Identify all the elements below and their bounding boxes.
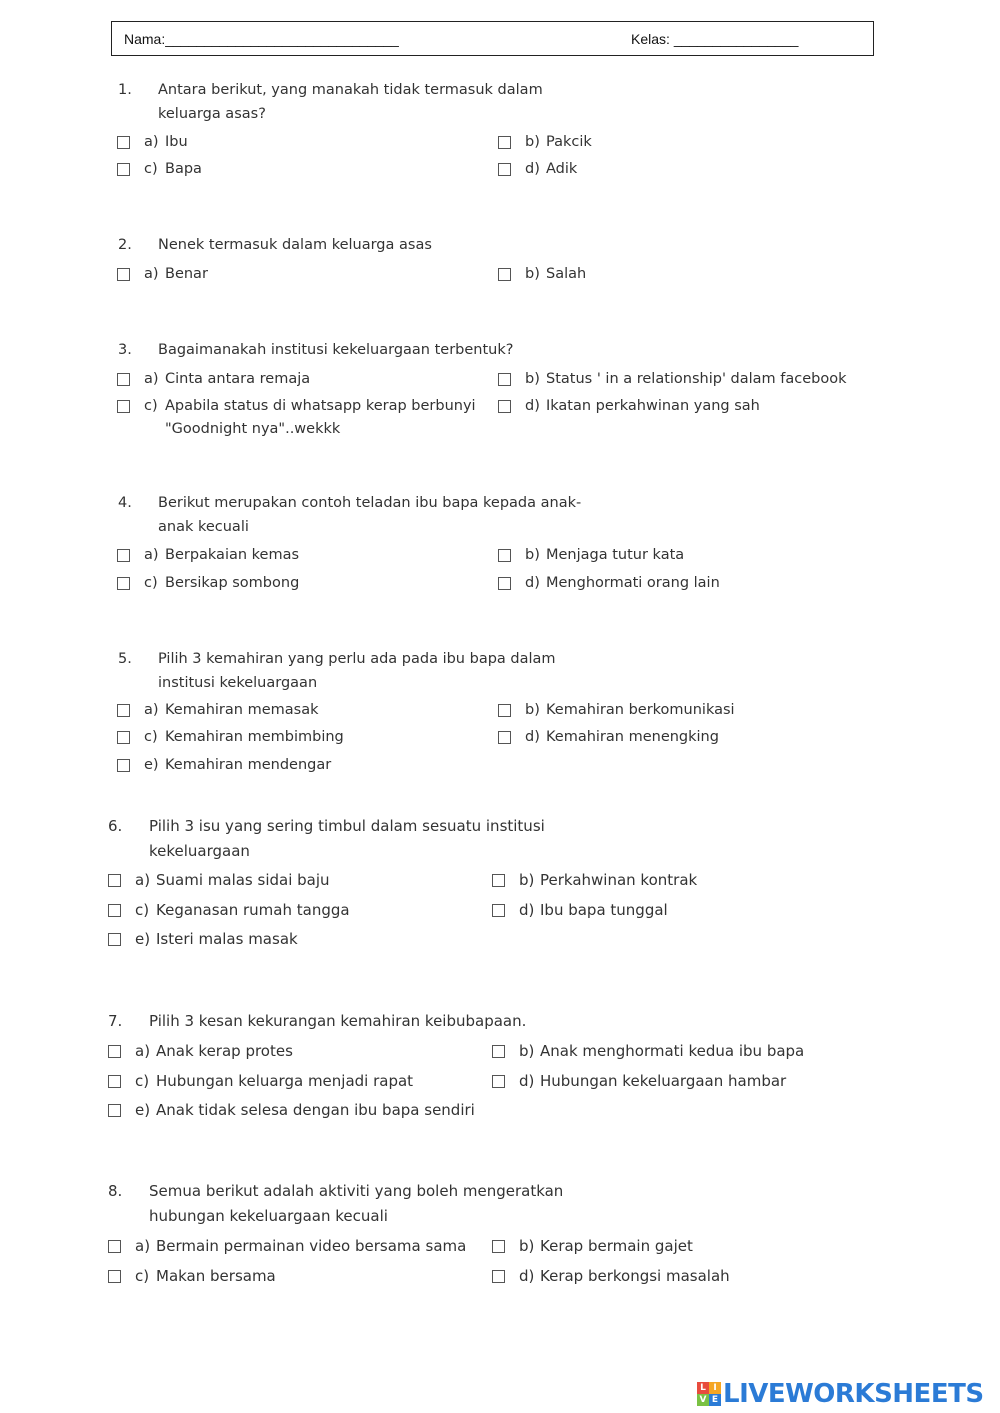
liveworksheets-logo[interactable] — [697, 1378, 984, 1410]
checkbox-icon[interactable] — [498, 731, 511, 744]
option-letter: b) — [519, 1237, 535, 1255]
option-text: Hubungan keluarga menjadi rapat — [156, 1072, 414, 1090]
option-text: Menghormati orang lain — [546, 575, 720, 591]
checkbox-icon[interactable] — [498, 268, 511, 281]
option-text: Hubungan kekeluargaan hambar — [540, 1072, 787, 1090]
option-letter: a) — [144, 134, 159, 150]
question-text-line: institusi kekeluargaan — [158, 675, 318, 691]
option-letter: e) — [144, 757, 159, 773]
option-text: Kemahiran berkomunikasi — [546, 702, 735, 718]
checkbox-icon[interactable] — [108, 1270, 121, 1283]
question-text-line: Semua berikut adalah aktiviti yang boleh mengeratkan — [149, 1182, 564, 1200]
option-text: Salah — [546, 266, 587, 282]
option-letter: a) — [144, 547, 159, 563]
option-letter: a) — [144, 371, 159, 387]
checkbox-icon[interactable] — [492, 1270, 505, 1283]
question-text-line: anak kecuali — [158, 519, 249, 535]
checkbox-icon[interactable] — [117, 163, 130, 176]
option-text: Status ' in a relationship' dalam facebook — [546, 371, 847, 387]
question-text-line: keluarga asas? — [158, 106, 266, 122]
liveworksheets-wordmark: LIVEWORKSHEETS — [723, 1379, 984, 1409]
checkbox-icon[interactable] — [498, 549, 511, 562]
option-text: Berpakaian kemas — [165, 547, 300, 563]
option-letter: a) — [135, 1042, 151, 1060]
option-text: Kemahiran memasak — [165, 702, 319, 718]
checkbox-icon[interactable] — [498, 400, 511, 413]
option-letter: b) — [525, 702, 540, 718]
checkbox-icon[interactable] — [498, 136, 511, 149]
option-text: Kemahiran menengking — [546, 729, 719, 745]
class-label: Kelas: — [631, 31, 670, 47]
name-blank[interactable]: ______________________________ — [165, 31, 399, 47]
checkbox-icon[interactable] — [498, 704, 511, 717]
question-number: 7. — [108, 1012, 123, 1030]
option-letter: b) — [525, 266, 540, 282]
option-letter: b) — [525, 134, 540, 150]
option-text: Kerap bermain gajet — [540, 1237, 693, 1255]
checkbox-icon[interactable] — [108, 874, 121, 887]
question-number: 5. — [118, 651, 132, 667]
checkbox-icon[interactable] — [117, 577, 130, 590]
option-text: Perkahwinan kontrak — [540, 871, 698, 889]
option-text: Adik — [546, 161, 578, 177]
checkbox-icon[interactable] — [117, 731, 130, 744]
question-text-line: Antara berikut, yang manakah tidak termasuk dalam — [158, 82, 543, 98]
question-text-line: Pilih 3 kesan kekurangan kemahiran keibubapaan. — [149, 1012, 527, 1030]
option-text: Ibu bapa tunggal — [540, 901, 668, 919]
option-text: Menjaga tutur kata — [546, 547, 685, 563]
option-text: Bersikap sombong — [165, 575, 300, 591]
option-text: Kemahiran mendengar — [165, 757, 332, 773]
logo-tile-v: V — [697, 1394, 709, 1406]
option-text: Kerap berkongsi masalah — [540, 1267, 730, 1285]
checkbox-icon[interactable] — [117, 136, 130, 149]
checkbox-icon[interactable] — [117, 759, 130, 772]
question-text-line: hubungan kekeluargaan kecuali — [149, 1207, 388, 1225]
option-letter: c) — [135, 1267, 150, 1285]
option-letter: d) — [525, 729, 540, 745]
option-text: Anak tidak selesa dengan ibu bapa sendiri — [156, 1101, 475, 1119]
question-number: 6. — [108, 817, 123, 835]
option-letter: a) — [144, 702, 159, 718]
question-5 — [118, 648, 618, 698]
option-letter: d) — [525, 161, 540, 177]
question-number: 2. — [118, 237, 132, 253]
option-letter: d) — [519, 901, 535, 919]
question-7 — [108, 1010, 608, 1035]
question-4 — [118, 492, 638, 542]
option-letter: e) — [135, 930, 151, 948]
question-2 — [118, 234, 618, 259]
checkbox-icon[interactable] — [498, 373, 511, 386]
checkbox-icon[interactable] — [108, 1104, 121, 1117]
option-text: Suami malas sidai baju — [156, 871, 330, 889]
checkbox-icon[interactable] — [108, 1075, 121, 1088]
option-text: Keganasan rumah tangga — [156, 901, 350, 919]
checkbox-icon[interactable] — [492, 1075, 505, 1088]
option-letter: c) — [135, 1072, 150, 1090]
question-number: 8. — [108, 1182, 123, 1200]
option-letter: d) — [519, 1072, 535, 1090]
option-text: Bapa — [165, 161, 202, 177]
option-text: Pakcik — [546, 134, 592, 150]
checkbox-icon[interactable] — [108, 904, 121, 917]
question-number: 4. — [118, 495, 132, 511]
checkbox-icon[interactable] — [108, 1045, 121, 1058]
option-letter: c) — [135, 901, 150, 919]
option-letter: b) — [519, 871, 535, 889]
option-letter: b) — [525, 547, 540, 563]
question-text-line: Bagaimanakah institusi kekeluargaan terbentuk? — [158, 342, 514, 358]
class-blank[interactable]: ________________ — [673, 31, 799, 47]
option-letter: c) — [144, 161, 158, 177]
question-6 — [108, 815, 608, 865]
student-info-box — [111, 21, 874, 56]
question-1 — [118, 79, 618, 129]
question-3 — [118, 339, 618, 364]
option-letter: b) — [525, 371, 540, 387]
option-text: Kemahiran membimbing — [165, 729, 344, 745]
question-text-line: Pilih 3 isu yang sering timbul dalam sesuatu institusi — [149, 817, 545, 835]
option-text: Benar — [165, 266, 208, 282]
option-letter: d) — [525, 575, 540, 591]
checkbox-icon[interactable] — [498, 163, 511, 176]
option-letter: c) — [144, 575, 158, 591]
checkbox-icon[interactable] — [117, 704, 130, 717]
liveworksheets-icon — [697, 1382, 721, 1406]
checkbox-icon[interactable] — [492, 1240, 505, 1253]
option-letter: e) — [135, 1101, 151, 1119]
option-letter: d) — [519, 1267, 535, 1285]
option-letter: a) — [135, 1237, 151, 1255]
checkbox-icon[interactable] — [117, 549, 130, 562]
name-label: Nama: — [124, 31, 166, 47]
question-8 — [108, 1180, 608, 1230]
checkbox-icon[interactable] — [498, 577, 511, 590]
logo-tile-e: E — [709, 1394, 721, 1406]
class-field[interactable] — [631, 31, 798, 47]
option-letter: c) — [144, 398, 158, 414]
option-text: Cinta antara remaja — [165, 371, 311, 387]
option-text: Makan bersama — [156, 1267, 276, 1285]
option-letter: b) — [519, 1042, 535, 1060]
logo-tile-l: L — [697, 1382, 709, 1394]
option-text: Isteri malas masak — [156, 930, 298, 948]
option-text: Anak menghormati kedua ibu bapa — [540, 1042, 805, 1060]
checkbox-icon[interactable] — [108, 1240, 121, 1253]
question-text-line: Berikut merupakan contoh teladan ibu bapa kepada anak- — [158, 495, 582, 511]
question-text-line: kekeluargaan — [149, 842, 250, 860]
checkbox-icon[interactable] — [492, 904, 505, 917]
name-field[interactable] — [124, 31, 399, 47]
question-number: 1. — [118, 82, 132, 98]
option-text: Anak kerap protes — [156, 1042, 293, 1060]
option-letter: c) — [144, 729, 158, 745]
question-text-line: Pilih 3 kemahiran yang perlu ada pada ibu bapa dalam — [158, 651, 556, 667]
checkbox-icon[interactable] — [117, 268, 130, 281]
option-text: Ikatan perkahwinan yang sah — [546, 398, 760, 414]
option-letter: a) — [144, 266, 159, 282]
checkbox-icon[interactable] — [117, 400, 130, 413]
option-letter: d) — [525, 398, 540, 414]
question-number: 3. — [118, 342, 132, 358]
checkbox-icon[interactable] — [492, 874, 505, 887]
checkbox-icon[interactable] — [492, 1045, 505, 1058]
option-text: Apabila status di whatsapp kerap berbunyi "Goodnight nya"..wekkk — [165, 398, 476, 437]
checkbox-icon[interactable] — [117, 373, 130, 386]
option-text: Bermain permainan video bersama sama — [156, 1237, 467, 1255]
option-letter: a) — [135, 871, 151, 889]
logo-tile-i: I — [709, 1382, 721, 1394]
question-text-line: Nenek termasuk dalam keluarga asas — [158, 237, 432, 253]
option-text: Ibu — [165, 134, 188, 150]
checkbox-icon[interactable] — [108, 933, 121, 946]
